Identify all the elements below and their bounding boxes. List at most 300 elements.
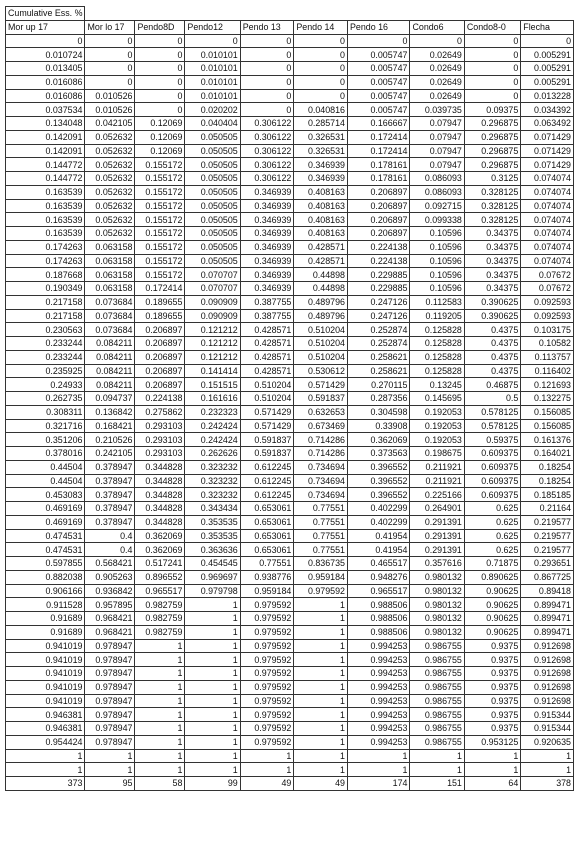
table-cell: 0.89418 — [521, 584, 574, 598]
table-cell: 0.489796 — [294, 295, 348, 309]
table-cell: 0.979592 — [240, 667, 294, 681]
table-cell: 0.899471 — [521, 625, 574, 639]
table-cell: 0.291391 — [410, 529, 464, 543]
table-cell: 0.959184 — [240, 584, 294, 598]
table-cell: 0.042105 — [85, 117, 135, 131]
table-cell: 0.454545 — [185, 557, 240, 571]
table-cell: 0.609375 — [464, 488, 520, 502]
table-cell: 0.428571 — [240, 364, 294, 378]
table-cell: 0.612245 — [240, 488, 294, 502]
table-cell: 0.408163 — [294, 213, 348, 227]
table-cell: 0.164021 — [521, 447, 574, 461]
table-cell: 0.206897 — [135, 364, 185, 378]
table-cell: 0.07672 — [521, 268, 574, 282]
table-row — [6, 392, 574, 406]
table-cell: 0.899471 — [521, 612, 574, 626]
table-row — [6, 708, 574, 722]
table-cell: 0.34375 — [464, 282, 520, 296]
table-cell: 0.306122 — [240, 144, 294, 158]
table-cell: 0.326531 — [294, 130, 348, 144]
table-cell: 0.965517 — [347, 584, 410, 598]
table-cell: 0.346939 — [240, 268, 294, 282]
table-cell: 0.912698 — [521, 694, 574, 708]
table-cell: 0.4375 — [464, 364, 520, 378]
table-cell: 0.116402 — [521, 364, 574, 378]
table-cell: 0.346939 — [240, 185, 294, 199]
table-cell: 0 — [85, 34, 135, 48]
column-header: Mor up 17 — [6, 20, 85, 34]
table-cell: 0.052632 — [85, 185, 135, 199]
table-cell: 0.351206 — [6, 433, 85, 447]
table-cell: 0.229885 — [347, 282, 410, 296]
table-cell: 0.946381 — [6, 722, 85, 736]
table-cell: 0.121212 — [185, 323, 240, 337]
table-cell: 0.174263 — [6, 254, 85, 268]
table-cell: 0.005747 — [347, 62, 410, 76]
table-cell: 1 — [135, 680, 185, 694]
table-cell: 0.328125 — [464, 199, 520, 213]
table-cell: 0.247126 — [347, 309, 410, 323]
table-cell: 0.125828 — [410, 364, 464, 378]
table-cell: 0.91689 — [6, 625, 85, 639]
table-cell: 0.979592 — [240, 639, 294, 653]
table-cell: 0.941019 — [6, 653, 85, 667]
table-cell: 0.174263 — [6, 240, 85, 254]
table-cell: 0.77551 — [294, 543, 348, 557]
table-cell: 0.912698 — [521, 653, 574, 667]
table-cell: 0.346939 — [240, 199, 294, 213]
table-cell: 0.07947 — [410, 158, 464, 172]
table-cell: 0.978947 — [85, 722, 135, 736]
table-cell: 0 — [135, 62, 185, 76]
table-cell: 1 — [294, 598, 348, 612]
table-cell: 0.734694 — [294, 488, 348, 502]
table-cell: 0.10596 — [410, 254, 464, 268]
table-cell: 0.206897 — [347, 199, 410, 213]
table-cell: 0.941019 — [6, 694, 85, 708]
table-row — [6, 309, 574, 323]
column-header: Condo8-0 — [464, 20, 520, 34]
table-row — [6, 460, 574, 474]
table-row — [6, 570, 574, 584]
table-cell: 0.206897 — [347, 185, 410, 199]
table-cell: 0.986755 — [410, 680, 464, 694]
column-header: Pendo8D — [135, 20, 185, 34]
table-cell: 0.052632 — [85, 144, 135, 158]
table-cell: 1 — [135, 735, 185, 749]
table-row — [6, 75, 574, 89]
table-cell: 0.344828 — [135, 460, 185, 474]
table-cell: 0.198675 — [410, 447, 464, 461]
table-cell: 0 — [135, 75, 185, 89]
table-cell: 0.968421 — [85, 625, 135, 639]
table-cell: 0.44504 — [6, 474, 85, 488]
table-cell: 0.986755 — [410, 639, 464, 653]
table-cell: 0.994253 — [347, 735, 410, 749]
table-cell: 0.625 — [464, 543, 520, 557]
table-cell: 0.010724 — [6, 48, 85, 62]
table-cell: 0.063158 — [85, 282, 135, 296]
table-cell: 0.050505 — [185, 172, 240, 186]
table-cell: 0.428571 — [240, 323, 294, 337]
table-cell: 0.625 — [464, 515, 520, 529]
table-cell: 0.34375 — [464, 268, 520, 282]
table-cell: 0.4 — [85, 529, 135, 543]
table-cell: 0.063158 — [85, 240, 135, 254]
table-cell: 0.144772 — [6, 172, 85, 186]
table-row — [6, 735, 574, 749]
table-title: Cumulative Ess. % — [6, 7, 85, 21]
table-cell: 0.978947 — [85, 680, 135, 694]
table-cell: 0 — [294, 89, 348, 103]
table-cell: 0.44504 — [6, 460, 85, 474]
table-row — [6, 103, 574, 117]
table-cell: 0.994253 — [347, 708, 410, 722]
table-cell: 0.44898 — [294, 268, 348, 282]
table-cell: 0.103175 — [521, 323, 574, 337]
table-cell: 0.151515 — [185, 378, 240, 392]
table-cell: 0.010526 — [85, 89, 135, 103]
table-cell: 1 — [464, 749, 520, 763]
table-cell: 0.571429 — [240, 405, 294, 419]
table-cell: 64 — [464, 777, 520, 791]
table-cell: 0.224138 — [135, 392, 185, 406]
table-cell: 1 — [135, 653, 185, 667]
table-cell: 0.9375 — [464, 694, 520, 708]
table-cell: 0.979592 — [240, 708, 294, 722]
table-cell: 0.612245 — [240, 460, 294, 474]
table-cell: 0.242424 — [185, 419, 240, 433]
table-cell: 1 — [135, 749, 185, 763]
table-cell: 0.275862 — [135, 405, 185, 419]
table-cell: 1 — [185, 639, 240, 653]
table-cell: 0.113757 — [521, 350, 574, 364]
table-cell: 1 — [294, 708, 348, 722]
table-cell: 0.428571 — [294, 240, 348, 254]
table-cell: 0.979798 — [185, 584, 240, 598]
table-cell: 1 — [135, 722, 185, 736]
table-cell: 0.092715 — [410, 199, 464, 213]
table-cell: 0.296875 — [464, 117, 520, 131]
table-cell: 0.306122 — [240, 172, 294, 186]
table-cell: 0.074074 — [521, 172, 574, 186]
table-cell: 0.163539 — [6, 185, 85, 199]
table-cell: 0.357616 — [410, 557, 464, 571]
table-cell: 0.142091 — [6, 144, 85, 158]
column-header: Condo6 — [410, 20, 464, 34]
table-cell: 0.9375 — [464, 653, 520, 667]
table-cell: 0.086093 — [410, 185, 464, 199]
table-cell: 0 — [85, 75, 135, 89]
table-cell: 0.219577 — [521, 515, 574, 529]
table-cell: 0.346939 — [240, 240, 294, 254]
table-cell: 0.070707 — [185, 268, 240, 282]
table-cell: 0.005291 — [521, 62, 574, 76]
table-cell: 0.084211 — [85, 337, 135, 351]
table-cell: 0.252874 — [347, 337, 410, 351]
table-cell: 0.155172 — [135, 240, 185, 254]
table-cell: 0.510204 — [294, 337, 348, 351]
table-cell: 0.994253 — [347, 680, 410, 694]
table-cell: 0.039735 — [410, 103, 464, 117]
table-cell: 0.258621 — [347, 350, 410, 364]
table-cell: 0.121212 — [185, 337, 240, 351]
table-cell: 0.293103 — [135, 447, 185, 461]
table-cell: 0.156085 — [521, 405, 574, 419]
table-cell: 0.12069 — [135, 144, 185, 158]
table-cell: 0.063492 — [521, 117, 574, 131]
table-cell: 0.978947 — [85, 708, 135, 722]
table-cell: 0.323232 — [185, 460, 240, 474]
table-cell: 0.121693 — [521, 378, 574, 392]
table-cell: 1 — [185, 749, 240, 763]
table-row — [6, 433, 574, 447]
table-cell: 0 — [6, 34, 85, 48]
table-cell: 0.982759 — [135, 612, 185, 626]
table-cell: 0.270115 — [347, 378, 410, 392]
table-cell: 0.13245 — [410, 378, 464, 392]
table-cell: 0.91689 — [6, 612, 85, 626]
table-cell: 0.986755 — [410, 722, 464, 736]
table-cell: 151 — [410, 777, 464, 791]
table-cell: 0.59375 — [464, 433, 520, 447]
table-cell: 0 — [185, 34, 240, 48]
table-cell: 0.653061 — [240, 502, 294, 516]
table-cell: 0.233244 — [6, 350, 85, 364]
table-row — [6, 268, 574, 282]
table-cell: 0.21164 — [521, 502, 574, 516]
table-row — [6, 48, 574, 62]
table-row — [6, 405, 574, 419]
table-cell: 0.326531 — [294, 144, 348, 158]
table-cell: 1 — [185, 598, 240, 612]
table-cell: 0.050505 — [185, 199, 240, 213]
table-cell: 0 — [85, 48, 135, 62]
table-cell: 0.734694 — [294, 474, 348, 488]
table-cell: 1 — [294, 625, 348, 639]
table-row — [6, 350, 574, 364]
table-cell: 0 — [464, 48, 520, 62]
table-cell: 0.013228 — [521, 89, 574, 103]
table-cell: 0.510204 — [240, 392, 294, 406]
table-cell: 0.063158 — [85, 254, 135, 268]
table-cell: 0.353535 — [185, 529, 240, 543]
table-cell: 0.005291 — [521, 75, 574, 89]
table-cell: 0.948276 — [347, 570, 410, 584]
table-cell: 1 — [6, 749, 85, 763]
table-row — [6, 227, 574, 241]
table-cell: 0.980132 — [410, 612, 464, 626]
table-cell: 0.346939 — [240, 282, 294, 296]
table-cell: 99 — [185, 777, 240, 791]
table-cell: 1 — [185, 694, 240, 708]
table-cell: 0.77551 — [294, 529, 348, 543]
table-row — [6, 130, 574, 144]
table-row — [6, 667, 574, 681]
table-cell: 0.225166 — [410, 488, 464, 502]
table-row — [6, 378, 574, 392]
table-cell: 1 — [294, 680, 348, 694]
table-cell: 0.145695 — [410, 392, 464, 406]
table-row — [6, 282, 574, 296]
table-cell: 0.037534 — [6, 103, 85, 117]
table-cell: 0.02649 — [410, 75, 464, 89]
table-row — [6, 584, 574, 598]
table-row — [6, 763, 574, 777]
table-cell: 0.206897 — [347, 227, 410, 241]
table-row — [6, 144, 574, 158]
table-cell: 0.10596 — [410, 240, 464, 254]
table-cell: 0.070707 — [185, 282, 240, 296]
header-row — [6, 20, 574, 34]
table-cell: 0.571429 — [294, 378, 348, 392]
table-cell: 0.33908 — [347, 419, 410, 433]
table-cell: 0.979592 — [240, 598, 294, 612]
table-cell: 0.994253 — [347, 667, 410, 681]
table-cell: 1 — [294, 639, 348, 653]
table-cell: 0.005747 — [347, 75, 410, 89]
table-cell: 0.063158 — [85, 268, 135, 282]
table-cell: 0.915344 — [521, 722, 574, 736]
table-cell: 0.568421 — [85, 557, 135, 571]
table-cell: 1 — [294, 735, 348, 749]
table-cell: 0.132275 — [521, 392, 574, 406]
table-cell: 0 — [85, 62, 135, 76]
table-cell: 0.010101 — [185, 48, 240, 62]
table-cell: 0.396552 — [347, 460, 410, 474]
table-cell: 0.978947 — [85, 639, 135, 653]
table-cell: 0.343434 — [185, 502, 240, 516]
table-row — [6, 240, 574, 254]
table-cell: 0.363636 — [185, 543, 240, 557]
table-cell: 0.287356 — [347, 392, 410, 406]
table-cell: 0.71875 — [464, 557, 520, 571]
table-cell: 0.155172 — [135, 199, 185, 213]
table-cell: 0.378947 — [85, 474, 135, 488]
table-cell: 0.387755 — [240, 309, 294, 323]
table-cell: 0.224138 — [347, 240, 410, 254]
table-cell: 0.474531 — [6, 543, 85, 557]
table-cell: 1 — [185, 653, 240, 667]
table-cell: 0.346939 — [240, 227, 294, 241]
table-cell: 0 — [294, 62, 348, 76]
table-cell: 0.224138 — [347, 254, 410, 268]
table-row — [6, 502, 574, 516]
table-cell: 0.192053 — [410, 433, 464, 447]
table-cell: 0.293651 — [521, 557, 574, 571]
table-row — [6, 625, 574, 639]
table-cell: 0.010101 — [185, 62, 240, 76]
table-cell: 0.396552 — [347, 474, 410, 488]
table-cell: 0.653061 — [240, 529, 294, 543]
table-cell: 0.578125 — [464, 419, 520, 433]
table-cell: 0.166667 — [347, 117, 410, 131]
column-header: Pendo 13 — [240, 20, 294, 34]
table-cell: 0.134048 — [6, 117, 85, 131]
table-cell: 0.4375 — [464, 350, 520, 364]
table-cell: 0.050505 — [185, 144, 240, 158]
table-cell: 0.428571 — [294, 254, 348, 268]
table-cell: 0.07672 — [521, 282, 574, 296]
table-cell: 0.172414 — [135, 282, 185, 296]
table-cell: 0.4 — [85, 543, 135, 557]
table-cell: 0.941019 — [6, 680, 85, 694]
table-cell: 0.010101 — [185, 75, 240, 89]
table-cell: 0.306122 — [240, 117, 294, 131]
table-cell: 1 — [85, 749, 135, 763]
table-cell: 0 — [294, 48, 348, 62]
table-cell: 0.052632 — [85, 130, 135, 144]
table-cell: 0.242424 — [185, 433, 240, 447]
table-cell: 0.469169 — [6, 502, 85, 516]
table-cell: 0.510204 — [294, 323, 348, 337]
table-cell: 0.323232 — [185, 474, 240, 488]
column-header: Pendo12 — [185, 20, 240, 34]
table-cell: 0 — [464, 34, 520, 48]
table-cell: 0.867725 — [521, 570, 574, 584]
table-cell: 1 — [410, 763, 464, 777]
table-cell: 0.321716 — [6, 419, 85, 433]
table-row — [6, 337, 574, 351]
table-cell: 0.264901 — [410, 502, 464, 516]
table-cell: 0.155172 — [135, 268, 185, 282]
table-cell: 1 — [347, 749, 410, 763]
table-cell: 0.578125 — [464, 405, 520, 419]
table-cell: 0 — [240, 89, 294, 103]
table-cell: 0.346939 — [294, 158, 348, 172]
table-cell: 0.262626 — [185, 447, 240, 461]
table-cell: 0.168421 — [85, 419, 135, 433]
table-cell: 0.07947 — [410, 117, 464, 131]
table-cell: 0.77551 — [240, 557, 294, 571]
table-cell: 0.233244 — [6, 337, 85, 351]
table-cell: 0.90625 — [464, 612, 520, 626]
table-cell: 0.125828 — [410, 323, 464, 337]
table-cell: 0.653061 — [240, 543, 294, 557]
table-cell: 0.074074 — [521, 254, 574, 268]
table-cell: 0.979592 — [240, 735, 294, 749]
table-cell: 0.90625 — [464, 584, 520, 598]
table-cell: 0.18254 — [521, 474, 574, 488]
table-cell: 0.010526 — [85, 103, 135, 117]
table-cell: 0.206897 — [347, 213, 410, 227]
table-cell: 0.387755 — [240, 295, 294, 309]
table-row — [6, 557, 574, 571]
table-cell: 0.192053 — [410, 405, 464, 419]
table-cell: 0.125828 — [410, 337, 464, 351]
table-cell: 0.402299 — [347, 502, 410, 516]
table-cell: 0.9375 — [464, 722, 520, 736]
table-cell: 0.954424 — [6, 735, 85, 749]
table-cell: 0.121212 — [185, 350, 240, 364]
table-cell: 0.211921 — [410, 460, 464, 474]
table-cell: 0.625 — [464, 502, 520, 516]
table-cell: 0.994253 — [347, 639, 410, 653]
table-cell: 0.9375 — [464, 680, 520, 694]
table-cell: 1 — [294, 763, 348, 777]
table-cell: 0.052632 — [85, 158, 135, 172]
table-cell: 0.092593 — [521, 309, 574, 323]
table-cell: 0.344828 — [135, 502, 185, 516]
table-cell: 0.052632 — [85, 227, 135, 241]
table-cell: 0.296875 — [464, 158, 520, 172]
table-row — [6, 185, 574, 199]
column-header: Mor lo 17 — [85, 20, 135, 34]
table-cell: 0.050505 — [185, 227, 240, 241]
table-cell: 0.396552 — [347, 488, 410, 502]
table-cell: 0.988506 — [347, 598, 410, 612]
table-cell: 0.155172 — [135, 254, 185, 268]
